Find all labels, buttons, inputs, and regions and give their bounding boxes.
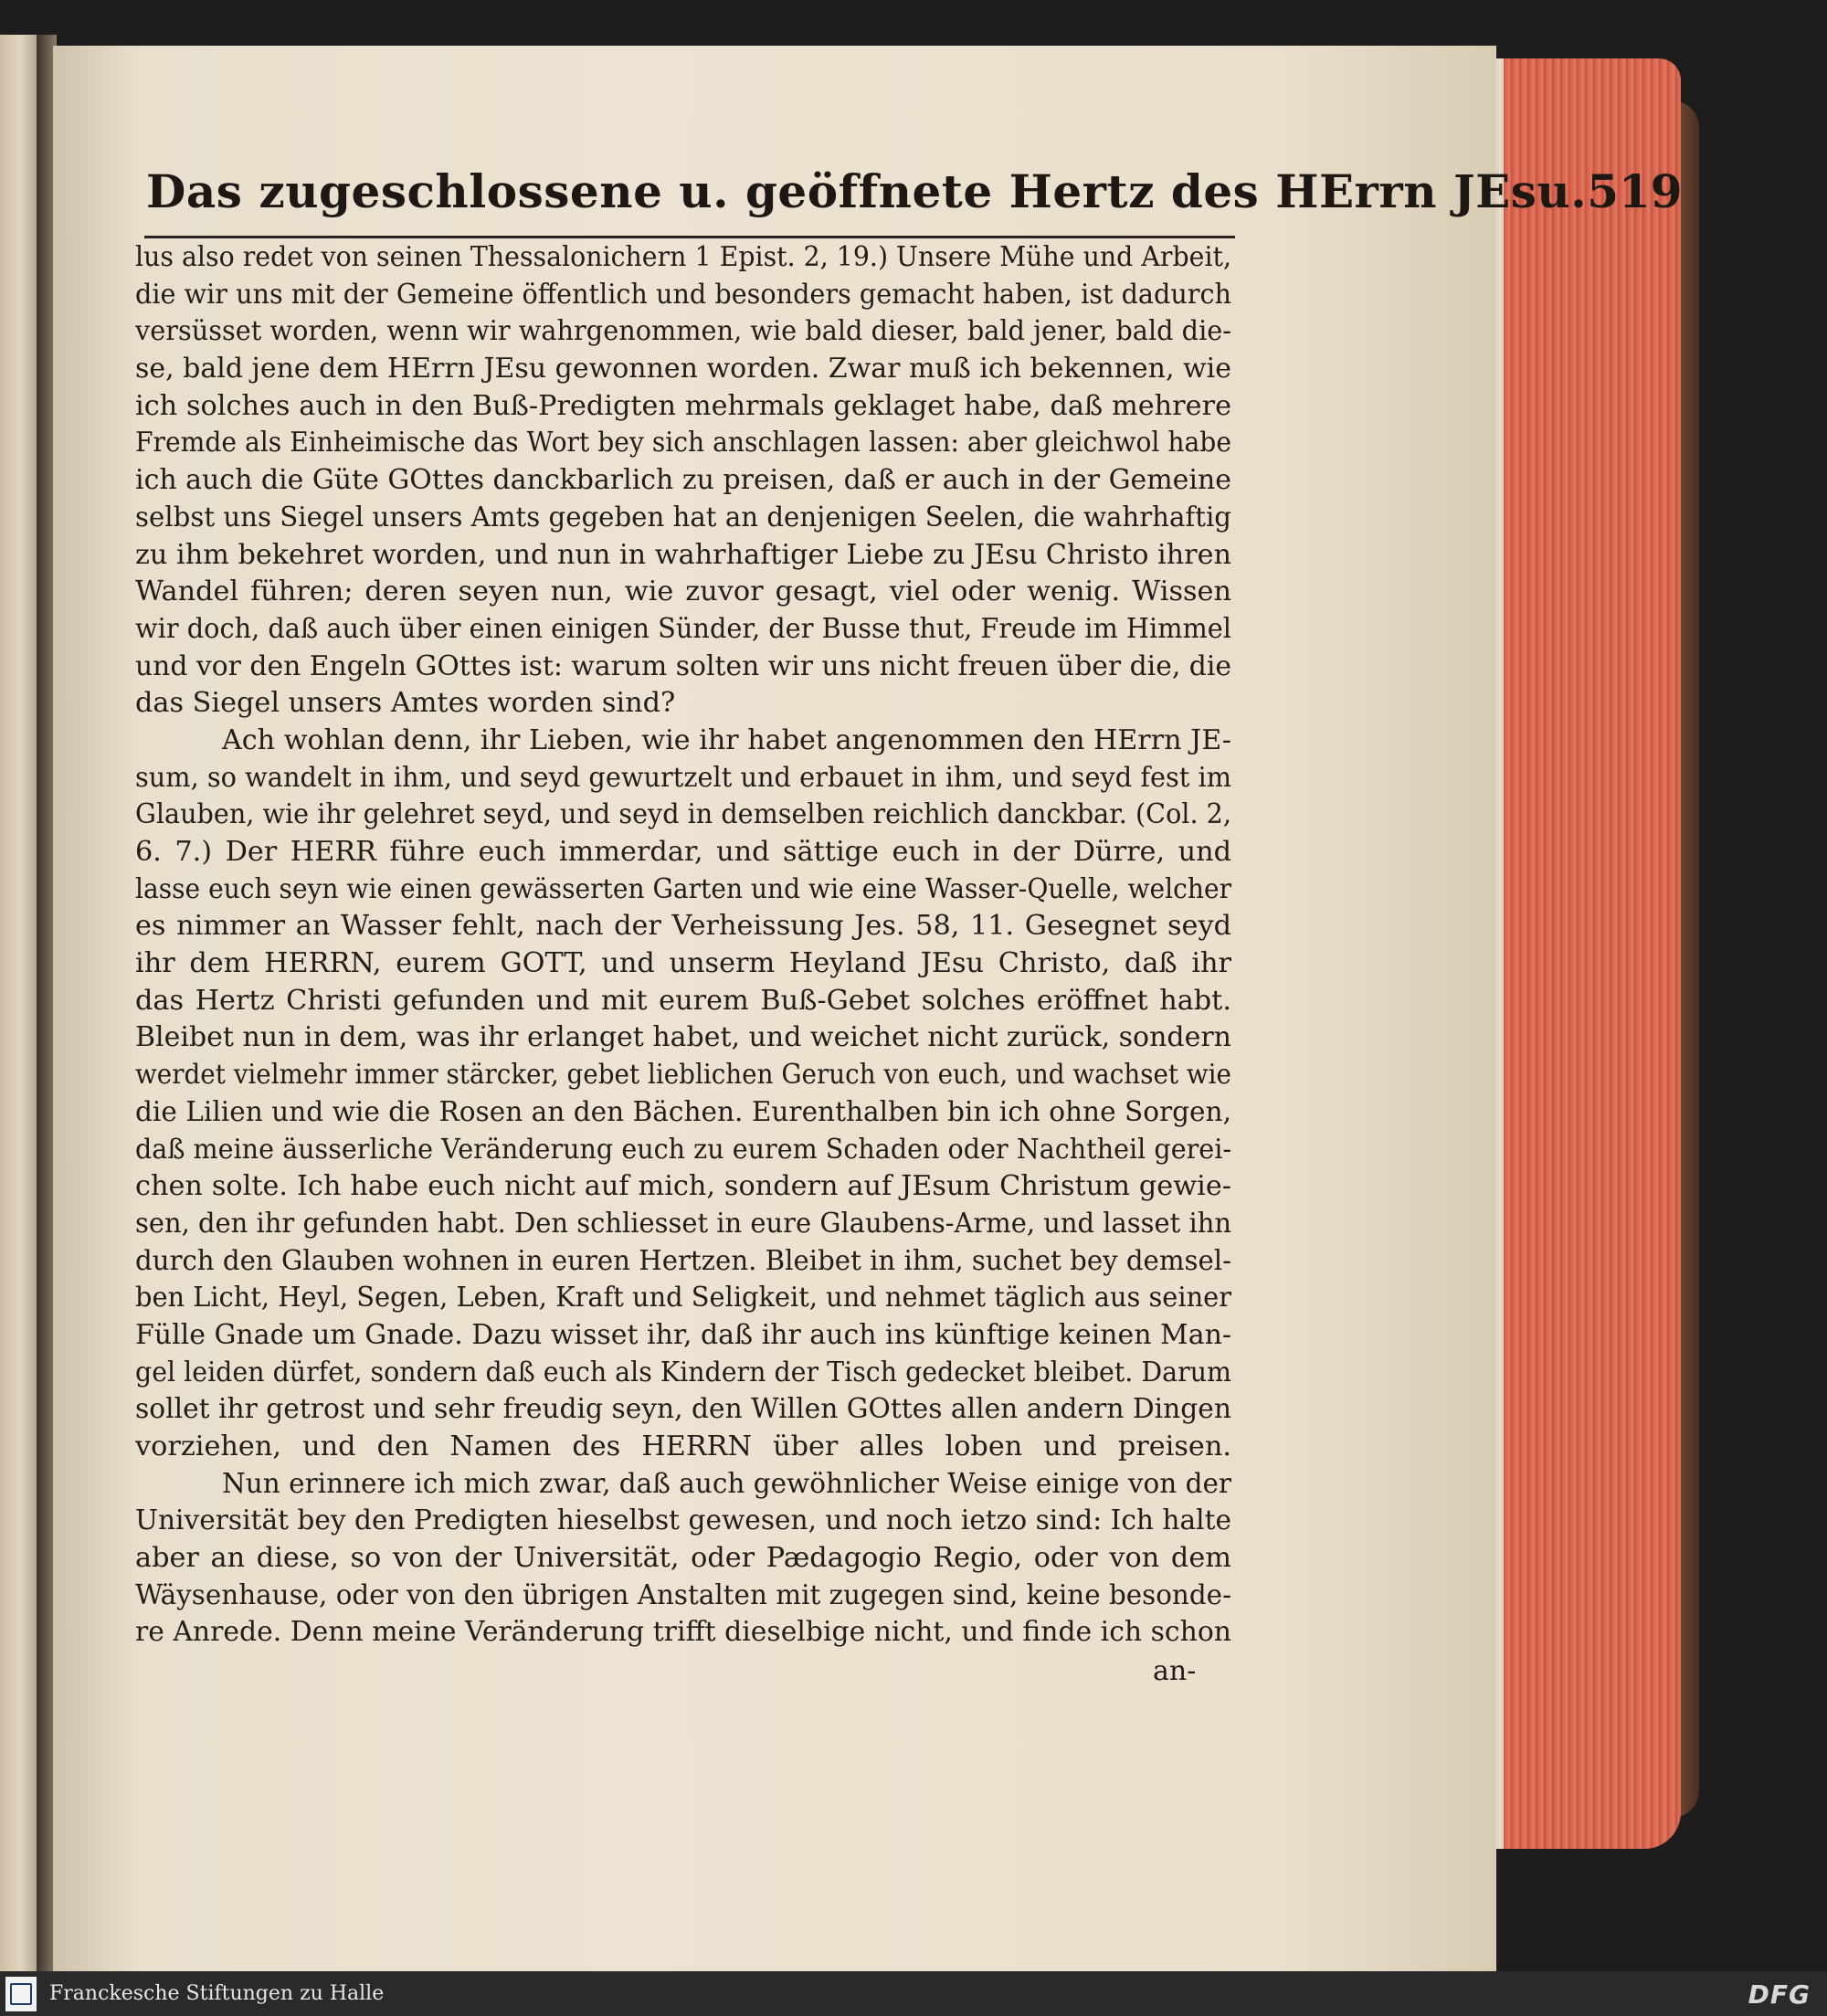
- text-line: Nun erinnere ich mich zwar, daß auch gewöhnlicher Weise einige von der: [222, 1467, 1231, 1500]
- text-line: sum, so wandelt in ihm, und seyd gewurtzelt und erbauet in ihm, und seyd fest im: [135, 761, 1231, 794]
- text-line: daß meine äusserliche Veränderung euch zu eurem Schaden oder Nachtheil gerei-: [135, 1133, 1231, 1166]
- text-line: se, bald jene dem HErrn JEsu gewonnen worden. Zwar muß ich bekennen, wie: [135, 353, 1231, 385]
- viewer-footer: [0, 1971, 1827, 2016]
- dfg-logo[interactable]: DFG: [1748, 1979, 1811, 2010]
- text-line: die wir uns mit der Gemeine öffentlich und besonders gemacht haben, ist dadurch: [135, 278, 1231, 311]
- text-line: ihr dem HERRN, eurem GOTT, und unserm Heyland JEsu Christo, daß ihr: [135, 947, 1231, 980]
- text-line: ben Licht, Heyl, Segen, Leben, Kraft und Seligkeit, und nehmet täglich aus seiner: [135, 1282, 1231, 1314]
- text-line: ich solches auch in den Buß-Predigten mehrmals geklaget habe, daß mehrere: [135, 389, 1231, 422]
- text-line: das Hertz Christi gefunden und mit eurem Buß-Gebet solches eröffnet habt.: [135, 984, 1231, 1017]
- text-line: ich auch die Güte GOttes danckbarlich zu preisen, daß er auch in der Gemeine: [135, 464, 1231, 497]
- text-line: durch den Glauben wohnen in euren Hertzen. Bleibet in ihm, suchet bey demsel-: [135, 1244, 1231, 1277]
- text-line: Ach wohlan denn, ihr Lieben, wie ihr habet angenommen den HErrn JE-: [222, 723, 1231, 756]
- text-line: Glauben, wie ihr gelehret seyd, und seyd in demselben reichlich danckbar. (Col. 2,: [135, 798, 1231, 831]
- header-rule: [144, 236, 1235, 238]
- text-line: 6. 7.) Der HERR führe euch immerdar, und sättige euch in der Dürre, und: [135, 836, 1231, 868]
- text-line: die Lilien und wie die Rosen an den Bächen. Eurenthalben bin ich ohne Sorgen,: [135, 1095, 1231, 1128]
- text-line: Wandel führen; deren seyen nun, wie zuvor gesagt, viel oder wenig. Wissen: [135, 575, 1231, 608]
- text-line: chen solte. Ich habe euch nicht auf mich, sondern auf JEsum Christum gewie-: [135, 1170, 1231, 1203]
- red-page-edges: [1498, 58, 1681, 1849]
- running-title: Das zugeschlossene u. geöffnete Hertz des HErrn JEsu.: [146, 164, 1588, 218]
- institution-name[interactable]: Franckesche Stiftungen zu Halle: [49, 1982, 385, 2005]
- body-text: [135, 239, 1231, 1652]
- text-line: Fülle Gnade um Gnade. Dazu wisset ihr, daß ihr auch ins künftige keinen Man-: [135, 1318, 1231, 1351]
- page-header: [146, 164, 1683, 237]
- text-line: zu ihm bekehret worden, und nun in wahrhaftiger Liebe zu JEsu Christo ihren: [135, 538, 1231, 571]
- text-line: Fremde als Einheimische das Wort bey sich anschlagen lassen: aber gleichwol habe: [135, 427, 1231, 459]
- text-line: versüsset worden, wenn wir wahrgenommen, wie bald dieser, bald jener, bald die-: [135, 315, 1231, 348]
- text-line: und vor den Engeln GOttes ist: warum solten wir uns nicht freuen über die, die: [135, 649, 1231, 682]
- text-line: lasse euch seyn wie einen gewässerten Garten und wie eine Wasser-Quelle, welcher: [135, 872, 1231, 905]
- text-line: sen, den ihr gefunden habt. Den schliesset in eure Glaubens-Arme, und lasset ihn: [135, 1207, 1231, 1240]
- page-number: 519: [1587, 164, 1683, 218]
- text-line: aber an diese, so von der Universität, oder Pædagogio Regio, oder von dem: [135, 1542, 1231, 1575]
- text-line: wir doch, daß auch über einen einigen Sünder, der Busse thut, Freude im Himmel: [135, 612, 1231, 645]
- catchword: an-: [1153, 1655, 1197, 1687]
- text-line: vorziehen, und den Namen des HERRN über alles loben und preisen.: [135, 1430, 1231, 1462]
- text-line: gel leiden dürfet, sondern daß euch als Kindern der Tisch gedecket bleibet. Darum: [135, 1356, 1231, 1388]
- text-line: Wäysenhause, oder von den übrigen Anstalten mit zugegen sind, keine besonde-: [135, 1578, 1231, 1611]
- text-line: selbst uns Siegel unsers Amts gegeben hat an denjenigen Seelen, die wahrhaftig: [135, 501, 1231, 533]
- text-line: sollet ihr getrost und sehr freudig seyn, den Willen GOttes allen andern Dingen: [135, 1393, 1231, 1426]
- facing-page-edge: [0, 35, 38, 1971]
- text-line: re Anrede. Denn meine Veränderung trifft dieselbige nicht, und finde ich schon: [135, 1616, 1231, 1649]
- text-line: es nimmer an Wasser fehlt, nach der Verheissung Jes. 58, 11. Gesegnet seyd: [135, 910, 1231, 943]
- text-line: Universität bey den Predigten hieselbst gewesen, und noch ietzo sind: Ich halte: [135, 1504, 1231, 1537]
- text-line: lus also redet von seinen Thessalonichern 1 Epist. 2, 19.) Unsere Mühe und Arbeit,: [135, 241, 1231, 273]
- text-line: das Siegel unsers Amtes worden sind?: [135, 687, 676, 720]
- text-line: werdet vielmehr immer stärcker, gebet lieblichen Geruch von euch, und wachset wie: [135, 1059, 1231, 1092]
- institution-logo-icon[interactable]: [5, 1977, 37, 2011]
- text-line: Bleibet nun in dem, was ihr erlanget habet, und weichet nicht zurück, sondern: [135, 1021, 1231, 1054]
